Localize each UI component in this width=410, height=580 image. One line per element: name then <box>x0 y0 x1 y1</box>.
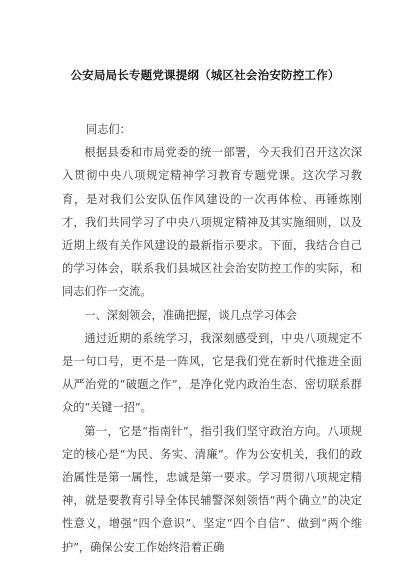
salutation: 同志们： <box>86 123 131 136</box>
paragraph-point-one: 第一，它是“指南针”，指引我们坚守政治方向。八项规定的核心是“为民、务实、清廉”。作为公安机关，我们的政治属性是第一属性，忠诚是第一要求。学习贯彻八项规定精神，就是要教育引导全体民辅警深刻领悟“两个确立”的决定性意义，增强“四个意识”、坚定“四个自信”、做到“两个维护”，确保公安工作始终沿着正确 <box>62 424 362 554</box>
document-body <box>62 118 362 559</box>
paragraph-study-insight: 通过近期的系统学习，我深刻感受到，中央八项规定不是一句口号，更不是一阵风，它是我们党在新时代推进全面从严治党的“破题之作”，是净化党内政治生态、密切联系群众的“关键一招”。 <box>62 331 362 415</box>
paragraph-intro: 根据县委和市局党委的统一部署，今天我们召开这次深入贯彻中央八项规定精神学习教育专题党课。这次学习教育，是对我们公安队伍作风建设的一次再体检、再锤炼刚才，我们共同学习了中央八项规定精神及其实施细则，以及近期上级有关作风建设的最新指示要求。下面，我结合自己的学习体会，联系我们县城区社会治安防控工作的实际，和同志们作一交流。 <box>62 146 362 299</box>
section-heading-1: 一、深刻领会，准确把握，谈几点学习体会 <box>84 308 297 322</box>
document-title: 公安局局长专题党课提纲（城区社会治安防控工作） <box>70 68 340 82</box>
